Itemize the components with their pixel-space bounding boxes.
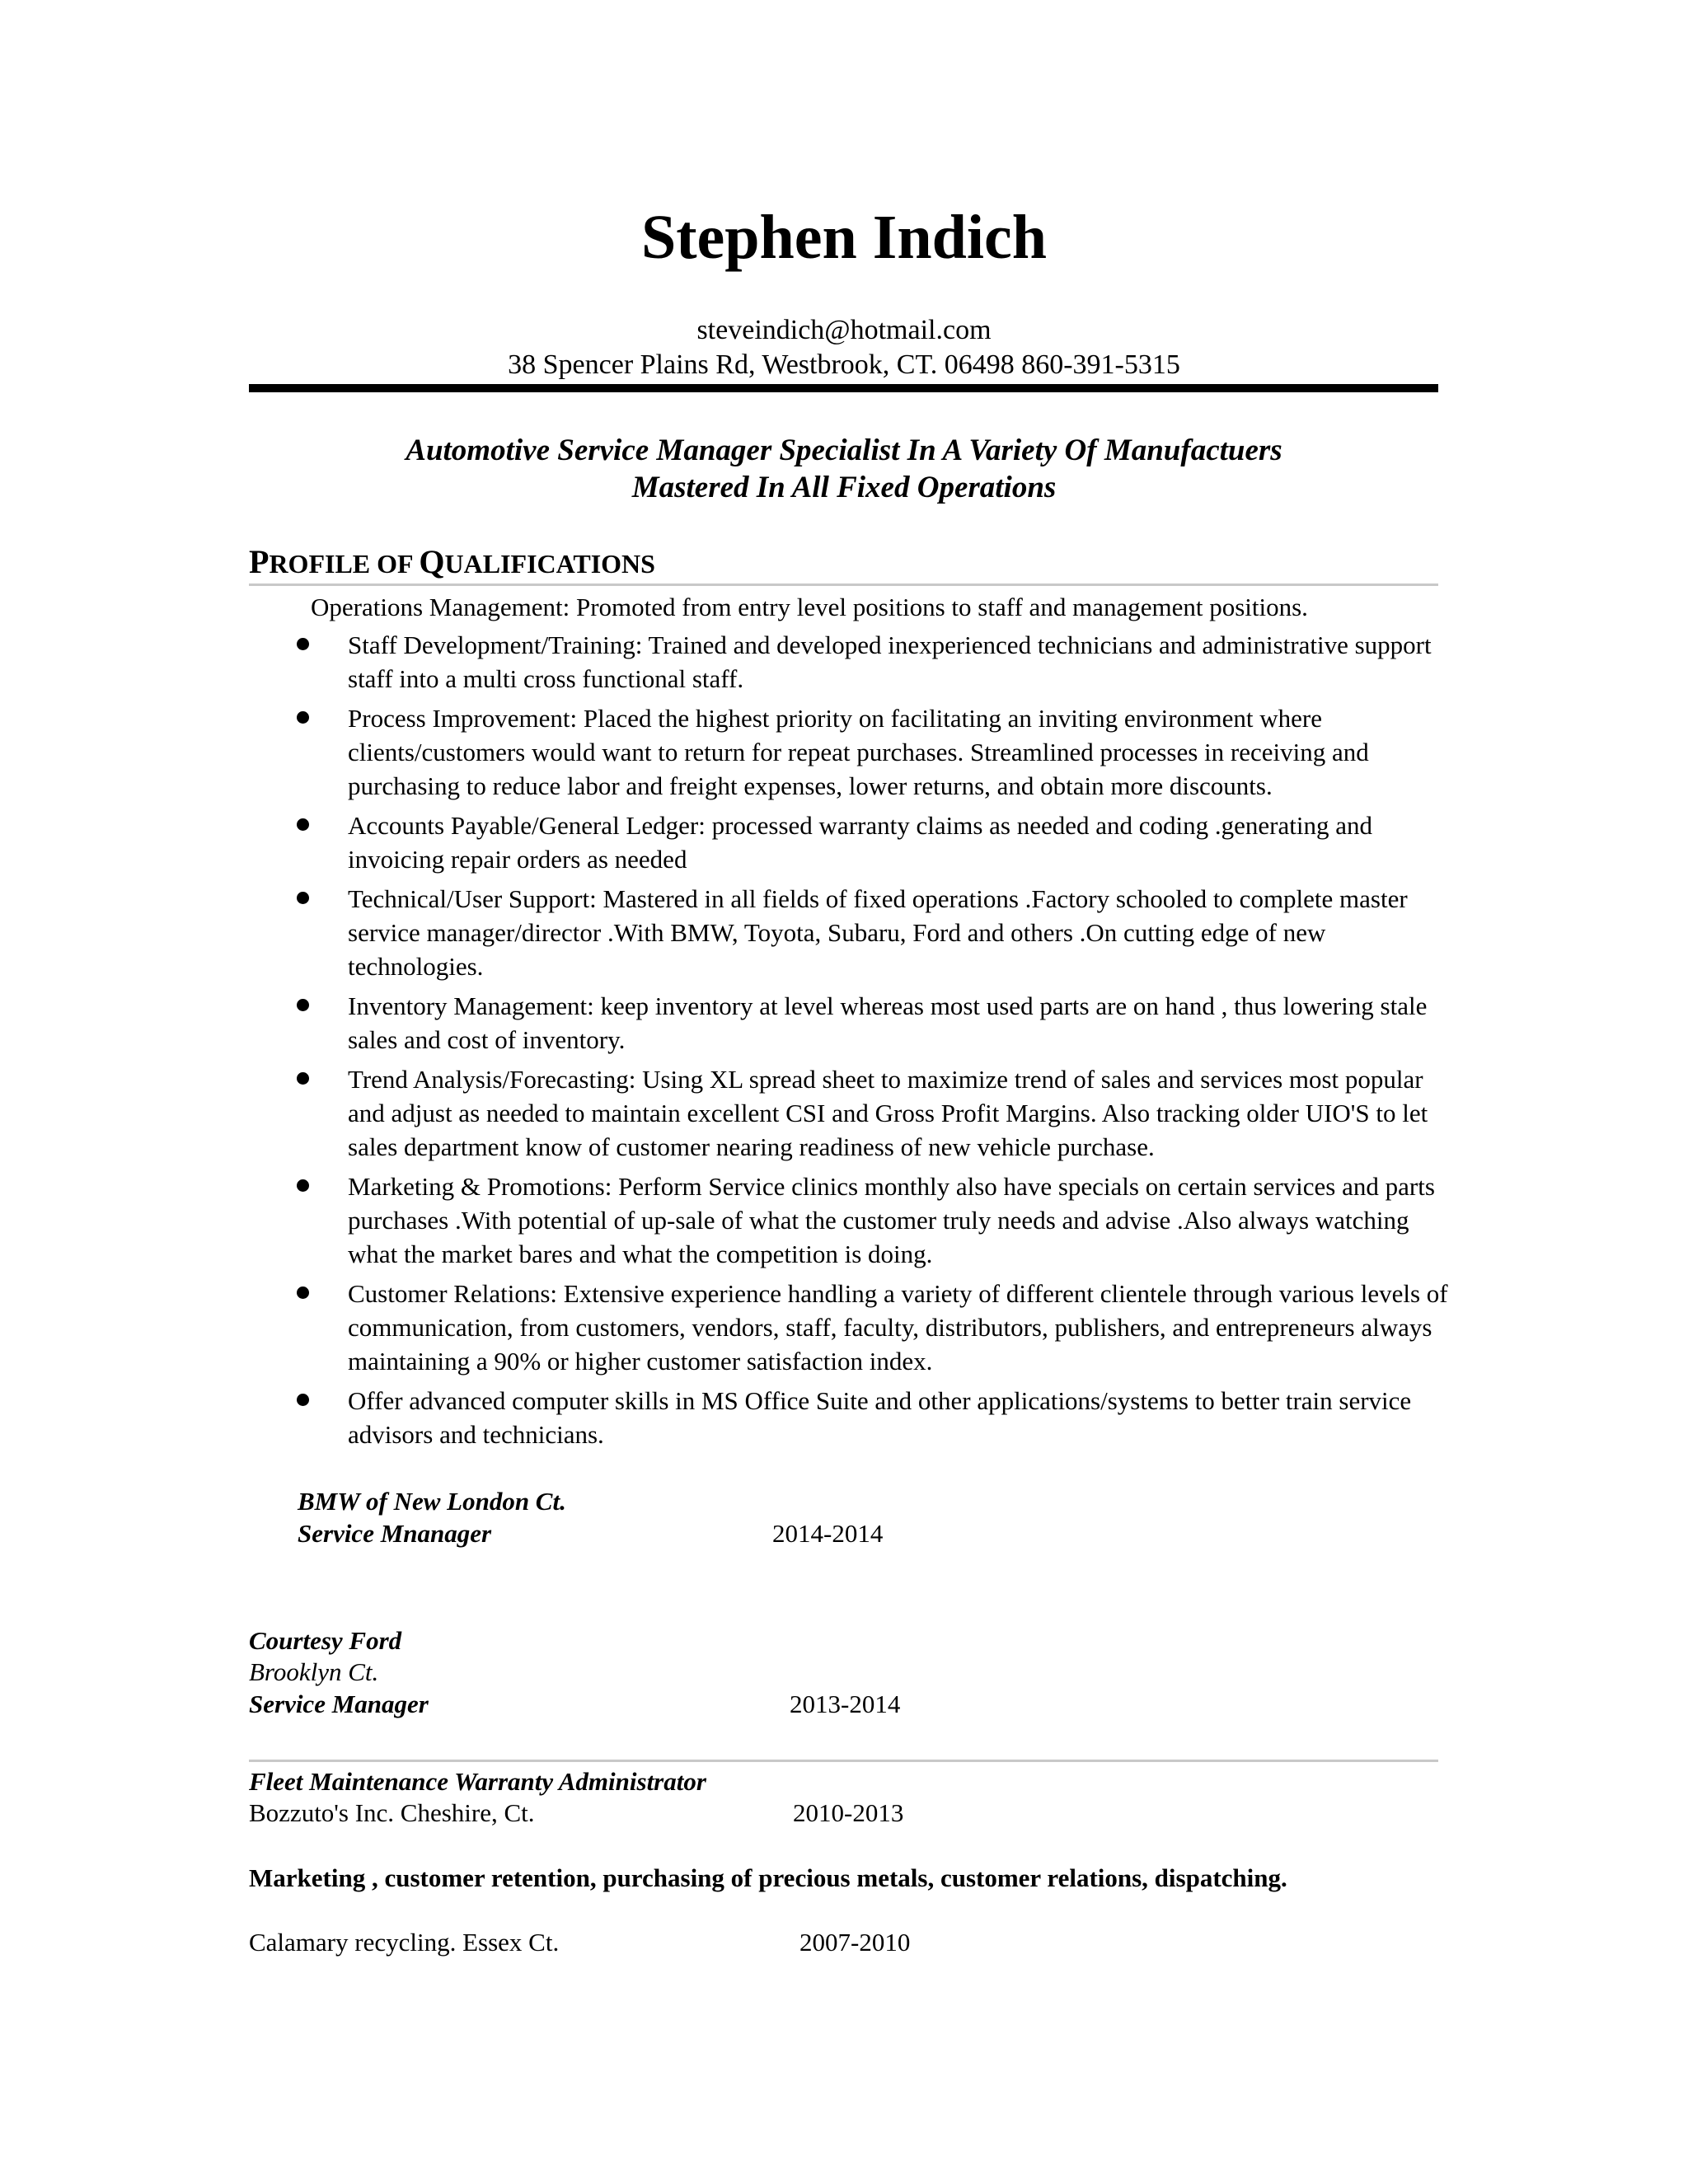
list-item bbox=[294, 1277, 1448, 1378]
list-item-text: Trend Analysis/Forecasting: Using XL spread sheet to maximize trend of sales and services most popular and adjust as needed to maintain excellent CSI and Gross Profit Margins. Also tracking older UIO'S to let sales department know of customer nearing readiness of new vehicle purchase. bbox=[348, 1065, 1428, 1161]
list-item-text: Offer advanced computer skills in MS Office Suite and other applications/systems to better train service advisors and technicians. bbox=[348, 1386, 1412, 1449]
calamary-company: Calamary recycling. Essex Ct. bbox=[249, 1928, 560, 1957]
bullet-icon bbox=[297, 818, 309, 831]
bullet-icon bbox=[297, 1394, 309, 1406]
headline-line-1: Automotive Service Manager Specialist In A Variety Of Manufactuers bbox=[406, 434, 1282, 467]
ford-company: Courtesy Ford bbox=[249, 1626, 402, 1655]
list-item-text: Staff Development/Training: Trained and developed inexperienced technicians and administrative support staff into a multi cross functional staff. bbox=[348, 630, 1432, 693]
bullet-icon bbox=[297, 892, 309, 904]
list-item bbox=[294, 1062, 1448, 1164]
bullet-icon bbox=[297, 1286, 309, 1299]
list-item bbox=[294, 808, 1448, 876]
title-rest-1: ROFILE OF bbox=[269, 549, 420, 579]
ford-job-title: Service Manager bbox=[249, 1690, 429, 1718]
list-item-text: Technical/User Support: Mastered in all fields of fixed operations .Factory schooled to complete master service manager/director .With BMW, Toyota, Subaru, Ford and others .On cutting edge of new technologies. bbox=[348, 884, 1408, 981]
candidate-name: Stephen Indich bbox=[640, 203, 1048, 272]
list-item-text: Inventory Management: keep inventory at level whereas most used parts are on hand , thus lowering stale sales and cost of inventory. bbox=[348, 991, 1428, 1054]
fleet-job-title: Fleet Maintenance Warranty Administrator bbox=[249, 1767, 706, 1796]
bullet-icon bbox=[297, 1072, 309, 1085]
title-initial-p: P bbox=[249, 543, 270, 580]
list-item-text: Process Improvement: Placed the highest priority on facilitating an inviting environment where clients/customers would want to return for repeat purchases. Streamlined processes in receiving and purchasing to reduce labor and freight expenses, lower returns, and obtain more discounts. bbox=[348, 704, 1369, 800]
list-item-text: Marketing & Promotions: Perform Service clinics monthly also have specials on certain services and parts purchases .With potential of up-sale of what the customer truly needs and advise .Also always watching what the market bares and what the competition is doing. bbox=[348, 1172, 1435, 1268]
ford-dates: 2013-2014 bbox=[790, 1690, 901, 1718]
fleet-company: Bozzuto's Inc. Cheshire, Ct. bbox=[249, 1798, 535, 1827]
bullet-icon bbox=[297, 711, 309, 724]
calamary-dates: 2007-2010 bbox=[799, 1928, 911, 1957]
title-rest-2: UALIFICATIONS bbox=[444, 549, 655, 579]
list-item bbox=[294, 1169, 1448, 1271]
title-initial-q: Q bbox=[419, 543, 445, 580]
list-item-text: Customer Relations: Extensive experience handling a variety of different clientele through various levels of communication, from customers, vendors, staff, faculty, distributors, publishers, and entrepreneurs always maintaining a 90% or higher customer satisfaction index. bbox=[348, 1279, 1448, 1376]
marketing-summary: Marketing , customer retention, purchasing of precious metals, customer relations, dispatching. bbox=[249, 1863, 1287, 1892]
list-item-text: Accounts Payable/General Ledger: processed warranty claims as needed and coding .generating and invoicing repair orders as needed bbox=[348, 811, 1372, 874]
bullet-icon bbox=[297, 999, 309, 1011]
fleet-dates: 2010-2013 bbox=[793, 1798, 904, 1827]
list-item bbox=[294, 1384, 1448, 1451]
bullet-icon bbox=[297, 1179, 309, 1192]
address-phone: 38 Spencer Plains Rd, Westbrook, CT. 06498 860-391-5315 bbox=[508, 349, 1180, 380]
list-item bbox=[294, 701, 1448, 803]
qualifications-list bbox=[294, 628, 1448, 1457]
profile-intro: Operations Management: Promoted from entry level positions to staff and management positions. bbox=[311, 593, 1308, 621]
list-item bbox=[294, 989, 1448, 1057]
profile-section-title bbox=[249, 543, 655, 580]
section-divider bbox=[249, 583, 1438, 586]
list-item bbox=[294, 882, 1448, 983]
headline-line-2: Mastered In All Fixed Operations bbox=[631, 471, 1057, 504]
email: steveindich@hotmail.com bbox=[696, 315, 992, 345]
bmw-dates: 2014-2014 bbox=[772, 1519, 884, 1548]
bmw-company: BMW of New London Ct. bbox=[298, 1487, 566, 1516]
experience-divider bbox=[249, 1760, 1438, 1762]
list-item bbox=[294, 628, 1448, 696]
bullet-icon bbox=[297, 638, 309, 650]
bmw-job-title: Service Mnanager bbox=[298, 1519, 492, 1548]
header-divider bbox=[249, 384, 1438, 392]
ford-location: Brooklyn Ct. bbox=[249, 1657, 379, 1686]
